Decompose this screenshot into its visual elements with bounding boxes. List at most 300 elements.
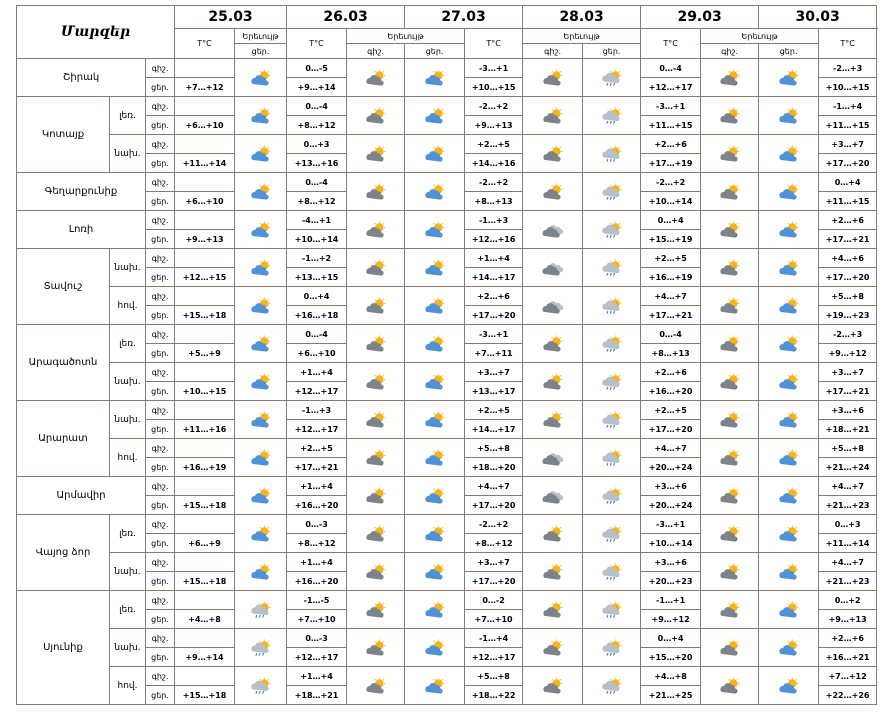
cloudy-sun-icon [347, 591, 405, 629]
regions-header: Մարզեր [17, 6, 175, 59]
partly-cloudy-icon [235, 135, 287, 173]
temp-cell [175, 667, 235, 686]
area-name: լեռ. [110, 325, 146, 363]
rain-sun-icon [583, 515, 641, 553]
table-row [17, 667, 877, 686]
temp-cell: +5…+8 [465, 667, 523, 686]
temp-cell: +1…+4 [287, 667, 347, 686]
partly-cloudy-icon [759, 249, 819, 287]
day-label: ցեր. [146, 344, 175, 363]
table-row [17, 629, 877, 648]
day-subheader: ցեր. [583, 44, 641, 59]
temp-cell: +17…+20 [819, 268, 877, 287]
night-label: գիշ. [146, 477, 175, 496]
temp-cell: +16…+20 [287, 572, 347, 591]
temp-cell: +4…+8 [641, 667, 701, 686]
temp-cell: +2…+6 [465, 287, 523, 306]
partly-cloudy-icon [405, 59, 465, 97]
region-name: Շիրակ [17, 59, 146, 97]
temp-cell: +18…+21 [287, 686, 347, 705]
region-name: Արմավիր [17, 477, 146, 515]
temp-cell: +3…+7 [465, 553, 523, 572]
night-label: գիշ. [146, 667, 175, 686]
cloudy-sun-icon [701, 249, 759, 287]
temp-cell: +9…+12 [819, 344, 877, 363]
temp-cell [175, 515, 235, 534]
cloudy-sun-icon [347, 515, 405, 553]
temp-cell: +4…+6 [819, 249, 877, 268]
table-row [17, 439, 877, 458]
temp-cell: +6…+9 [175, 534, 235, 553]
cloudy-sun-icon [347, 363, 405, 401]
temp-cell: +5…+8 [819, 287, 877, 306]
temp-cell: +3…+6 [641, 477, 701, 496]
table-row [17, 553, 877, 572]
cloudy-sun-icon [347, 667, 405, 705]
region-name: Արարատ [17, 401, 110, 477]
temp-cell [175, 287, 235, 306]
temp-cell [175, 363, 235, 382]
temp-cell: +15…+19 [641, 230, 701, 249]
temp-cell: -1…+3 [465, 211, 523, 230]
temp-cell: +9…+14 [287, 78, 347, 97]
temp-cell: +15…+18 [175, 496, 235, 515]
temp-cell: +3…+6 [641, 553, 701, 572]
temp-cell: +9…+14 [175, 648, 235, 667]
partly-cloudy-icon [235, 401, 287, 439]
temp-cell [175, 135, 235, 154]
temp-cell: +17…+19 [641, 154, 701, 173]
temp-cell: +7…+12 [819, 667, 877, 686]
cloudy-icon [523, 249, 583, 287]
temp-cell: +8…+13 [641, 344, 701, 363]
night-label: գիշ. [146, 363, 175, 382]
temp-cell: +11…+15 [641, 116, 701, 135]
temp-cell: -2…+3 [819, 59, 877, 78]
day-label: ցեր. [146, 534, 175, 553]
partly-cloudy-icon [759, 363, 819, 401]
table-row [17, 135, 877, 154]
table-row [17, 477, 877, 496]
cloudy-sun-icon [701, 401, 759, 439]
temp-cell: +7…+12 [175, 78, 235, 97]
area-name: նախ. [110, 629, 146, 667]
partly-cloudy-icon [235, 477, 287, 515]
rain-sun-icon [583, 249, 641, 287]
temp-cell: 0…+4 [287, 287, 347, 306]
cloudy-sun-icon [701, 363, 759, 401]
temp-cell: -1…+1 [641, 591, 701, 610]
cloudy-sun-icon [701, 59, 759, 97]
partly-cloudy-icon [405, 363, 465, 401]
temp-cell: -1…+3 [287, 401, 347, 420]
cloudy-sun-icon [523, 325, 583, 363]
table-row [17, 515, 877, 534]
temp-cell: +4…+8 [175, 610, 235, 629]
temp-cell: 0…-3 [287, 515, 347, 534]
rain-sun-icon [583, 211, 641, 249]
temp-cell [175, 439, 235, 458]
temp-cell: +4…+7 [641, 439, 701, 458]
rain-sun-icon [583, 591, 641, 629]
temp-cell: +10…+15 [465, 78, 523, 97]
area-name: նախ. [110, 401, 146, 439]
temp-cell: +17…+21 [287, 458, 347, 477]
temp-cell: +14…+17 [465, 420, 523, 439]
rain-sun-icon [235, 591, 287, 629]
partly-cloudy-icon [759, 629, 819, 667]
temp-cell: +11…+16 [175, 420, 235, 439]
cloudy-sun-icon [347, 325, 405, 363]
area-name: նախ. [110, 135, 146, 173]
day-label: ցեր. [146, 572, 175, 591]
region-name: Տավուշ [17, 249, 110, 325]
temp-cell: +7…+11 [465, 344, 523, 363]
cloudy-sun-icon [701, 515, 759, 553]
partly-cloudy-icon [405, 401, 465, 439]
temp-cell: 0…-5 [287, 59, 347, 78]
temp-cell: -2…+2 [641, 173, 701, 192]
temp-cell: +2…+5 [641, 401, 701, 420]
day-label: ցեր. [146, 686, 175, 705]
temp-cell: -2…+2 [465, 173, 523, 192]
temp-cell [175, 249, 235, 268]
temp-cell: +10…+14 [287, 230, 347, 249]
temp-cell: +22…+26 [819, 686, 877, 705]
temp-cell: -2…+2 [465, 515, 523, 534]
day-label: ցեր. [146, 458, 175, 477]
partly-cloudy-icon [235, 59, 287, 97]
temp-cell: -2…+3 [819, 325, 877, 344]
temp-cell: +15…+18 [175, 306, 235, 325]
temp-cell: -3…+1 [465, 59, 523, 78]
cloudy-sun-icon [701, 211, 759, 249]
cloudy-sun-icon [701, 477, 759, 515]
day-label: ցեր. [146, 154, 175, 173]
cloudy-sun-icon [701, 287, 759, 325]
temp-cell: +9…+13 [465, 116, 523, 135]
temp-cell: +7…+10 [287, 610, 347, 629]
temp-cell: +11…+15 [819, 116, 877, 135]
temp-cell: +13…+17 [465, 382, 523, 401]
partly-cloudy-icon [759, 325, 819, 363]
temp-cell: +21…+23 [819, 572, 877, 591]
night-label: գիշ. [146, 97, 175, 116]
temp-cell: +2…+5 [287, 439, 347, 458]
partly-cloudy-icon [405, 667, 465, 705]
sky-header: Երեւույթ [347, 29, 465, 44]
table-row [17, 211, 877, 230]
day-label: ցեր. [146, 306, 175, 325]
temp-cell: -1…+2 [287, 249, 347, 268]
area-name: հով. [110, 439, 146, 477]
temp-cell: +15…+18 [175, 572, 235, 591]
cloudy-sun-icon [347, 477, 405, 515]
table-row [17, 287, 877, 306]
temp-cell: +5…+8 [819, 439, 877, 458]
area-name: լեռ. [110, 591, 146, 629]
partly-cloudy-icon [235, 211, 287, 249]
region-name: Արագածոտն [17, 325, 110, 401]
temp-cell: +2…+6 [641, 363, 701, 382]
temp-header: T°C [641, 29, 701, 59]
partly-cloudy-icon [759, 477, 819, 515]
table-row [17, 401, 877, 420]
temp-cell: +10…+15 [175, 382, 235, 401]
night-label: գիշ. [146, 439, 175, 458]
rain-sun-icon [583, 553, 641, 591]
cloudy-icon [523, 477, 583, 515]
temp-cell: +20…+24 [641, 496, 701, 515]
cloudy-sun-icon [701, 591, 759, 629]
temp-cell: +6…+10 [175, 192, 235, 211]
temp-cell: +6…+10 [175, 116, 235, 135]
temp-cell: +4…+7 [465, 477, 523, 496]
rain-sun-icon [583, 629, 641, 667]
temp-cell [175, 629, 235, 648]
partly-cloudy-icon [405, 173, 465, 211]
temp-cell: +5…+9 [175, 344, 235, 363]
partly-cloudy-icon [759, 515, 819, 553]
day-label: ցեր. [146, 648, 175, 667]
cloudy-sun-icon [523, 135, 583, 173]
rain-sun-icon [235, 629, 287, 667]
temp-cell: +21…+24 [819, 458, 877, 477]
partly-cloudy-icon [405, 553, 465, 591]
partly-cloudy-icon [235, 363, 287, 401]
temp-cell: +11…+15 [819, 192, 877, 211]
temp-cell: +14…+16 [465, 154, 523, 173]
temp-cell: +10…+15 [819, 78, 877, 97]
day-subheader: ցեր. [759, 44, 819, 59]
rain-sun-icon [583, 363, 641, 401]
rain-sun-icon [583, 173, 641, 211]
cloudy-sun-icon [701, 325, 759, 363]
sky-header: Երեւույթ [523, 29, 641, 44]
partly-cloudy-icon [759, 401, 819, 439]
temp-cell [175, 97, 235, 116]
temp-header: T°C [819, 29, 877, 59]
temp-cell: +8…+12 [465, 534, 523, 553]
temp-cell [175, 59, 235, 78]
day-subheader: ցեր. [405, 44, 465, 59]
temp-cell: +17…+20 [641, 420, 701, 439]
partly-cloudy-icon [235, 287, 287, 325]
partly-cloudy-icon [405, 287, 465, 325]
temp-cell: -3…+1 [641, 97, 701, 116]
table-row [17, 97, 877, 116]
temp-cell: +1…+4 [465, 249, 523, 268]
partly-cloudy-icon [235, 439, 287, 477]
cloudy-sun-icon [347, 59, 405, 97]
cloudy-sun-icon [523, 629, 583, 667]
cloudy-sun-icon [347, 553, 405, 591]
day-label: ցեր. [146, 420, 175, 439]
cloudy-sun-icon [523, 173, 583, 211]
cloudy-sun-icon [701, 553, 759, 591]
temp-cell: +2…+5 [641, 249, 701, 268]
temp-cell: -1…+4 [819, 97, 877, 116]
temp-cell: +3…+7 [819, 363, 877, 382]
temp-cell: 0…-2 [465, 591, 523, 610]
temp-cell: +11…+14 [819, 534, 877, 553]
temp-cell [175, 211, 235, 230]
temp-cell: +8…+13 [465, 192, 523, 211]
sky-header: Երեւույթ [701, 29, 819, 44]
cloudy-sun-icon [701, 97, 759, 135]
table-row [17, 249, 877, 268]
temp-cell: +13…+15 [287, 268, 347, 287]
temp-cell: +2…+5 [465, 401, 523, 420]
cloudy-sun-icon [701, 629, 759, 667]
temp-cell: -1…+4 [465, 629, 523, 648]
temp-cell: +20…+23 [641, 572, 701, 591]
temp-cell [175, 401, 235, 420]
rain-sun-icon [583, 59, 641, 97]
temp-cell: +12…+17 [465, 648, 523, 667]
partly-cloudy-icon [235, 325, 287, 363]
temp-cell: +21…+25 [641, 686, 701, 705]
partly-cloudy-icon [759, 97, 819, 135]
night-label: գիշ. [146, 59, 175, 78]
area-name: լեռ. [110, 515, 146, 553]
partly-cloudy-icon [405, 249, 465, 287]
temp-cell: 0…-4 [287, 97, 347, 116]
partly-cloudy-icon [759, 59, 819, 97]
temp-cell: +4…+7 [819, 477, 877, 496]
temp-cell: +2…+5 [465, 135, 523, 154]
day-label: ցեր. [146, 382, 175, 401]
table-row [17, 173, 877, 192]
temp-cell: 0…-3 [287, 629, 347, 648]
region-name: Լոռի [17, 211, 146, 249]
temp-cell: +1…+4 [287, 477, 347, 496]
partly-cloudy-icon [235, 553, 287, 591]
day-label: ցեր. [146, 230, 175, 249]
temp-cell: 0…+3 [819, 515, 877, 534]
day-label: ցեր. [146, 192, 175, 211]
date-header: 26.03 [287, 6, 405, 29]
temp-cell: +17…+20 [465, 306, 523, 325]
temp-cell: 0…-4 [641, 59, 701, 78]
night-label: գիշ. [146, 553, 175, 572]
cloudy-sun-icon [523, 59, 583, 97]
region-name: Սյունիք [17, 591, 110, 705]
night-subheader: գիշ. [701, 44, 759, 59]
table-row [17, 59, 877, 78]
partly-cloudy-icon [235, 515, 287, 553]
partly-cloudy-icon [405, 135, 465, 173]
partly-cloudy-icon [235, 249, 287, 287]
temp-cell: +8…+12 [287, 192, 347, 211]
cloudy-sun-icon [523, 363, 583, 401]
temp-cell [175, 591, 235, 610]
temp-cell: -1…-5 [287, 591, 347, 610]
temp-cell: +16…+19 [175, 458, 235, 477]
area-name: լեռ. [110, 97, 146, 135]
night-subheader: գիշ. [523, 44, 583, 59]
temp-cell: +16…+20 [641, 382, 701, 401]
temp-header: T°C [465, 29, 523, 59]
partly-cloudy-icon [405, 211, 465, 249]
temp-cell: 0…-4 [287, 325, 347, 344]
region-name: Վայոց ձոր [17, 515, 110, 591]
rain-sun-icon [583, 477, 641, 515]
rain-sun-icon [235, 667, 287, 705]
temp-cell: +12…+17 [641, 78, 701, 97]
temp-cell: +2…+6 [819, 211, 877, 230]
temp-cell: +10…+14 [641, 534, 701, 553]
temp-cell: -3…+1 [465, 325, 523, 344]
cloudy-sun-icon [347, 439, 405, 477]
temp-cell [175, 325, 235, 344]
partly-cloudy-icon [405, 591, 465, 629]
day-label: ցեր. [146, 78, 175, 97]
partly-cloudy-icon [759, 135, 819, 173]
cloudy-sun-icon [701, 439, 759, 477]
temp-cell: 0…-4 [641, 325, 701, 344]
area-name: նախ. [110, 363, 146, 401]
temp-cell: +12…+17 [287, 382, 347, 401]
temp-cell: +17…+21 [641, 306, 701, 325]
rain-sun-icon [583, 325, 641, 363]
date-header: 25.03 [175, 6, 287, 29]
partly-cloudy-icon [405, 515, 465, 553]
partly-cloudy-icon [759, 667, 819, 705]
temp-cell: +18…+21 [819, 420, 877, 439]
temp-cell: +3…+6 [819, 401, 877, 420]
temp-cell: +8…+12 [287, 116, 347, 135]
table-row [17, 591, 877, 610]
date-header: 28.03 [523, 6, 641, 29]
partly-cloudy-icon [235, 173, 287, 211]
cloudy-sun-icon [347, 249, 405, 287]
temp-cell: +14…+17 [465, 268, 523, 287]
cloudy-sun-icon [523, 553, 583, 591]
date-header: 30.03 [759, 6, 877, 29]
cloudy-sun-icon [347, 401, 405, 439]
region-name: Գեղարքունիք [17, 173, 146, 211]
temp-cell: +1…+4 [287, 363, 347, 382]
partly-cloudy-icon [405, 629, 465, 667]
cloudy-sun-icon [523, 667, 583, 705]
partly-cloudy-icon [405, 439, 465, 477]
cloudy-sun-icon [523, 97, 583, 135]
date-header: 27.03 [405, 6, 523, 29]
temp-cell: +12…+17 [287, 420, 347, 439]
partly-cloudy-icon [405, 325, 465, 363]
cloudy-icon [523, 439, 583, 477]
rain-sun-icon [583, 667, 641, 705]
night-label: գիշ. [146, 629, 175, 648]
night-label: գիշ. [146, 249, 175, 268]
partly-cloudy-icon [759, 211, 819, 249]
cloudy-icon [523, 287, 583, 325]
temp-cell: +7…+10 [465, 610, 523, 629]
cloudy-sun-icon [347, 173, 405, 211]
temp-cell: +13…+16 [287, 154, 347, 173]
table-row [17, 363, 877, 382]
temp-cell: +11…+14 [175, 154, 235, 173]
temp-cell [175, 173, 235, 192]
cloudy-sun-icon [347, 97, 405, 135]
temp-cell: +16…+20 [287, 496, 347, 515]
temp-cell [175, 477, 235, 496]
temp-cell: +16…+19 [641, 268, 701, 287]
cloudy-sun-icon [701, 173, 759, 211]
day-label: ցեր. [146, 116, 175, 135]
table-row [17, 325, 877, 344]
